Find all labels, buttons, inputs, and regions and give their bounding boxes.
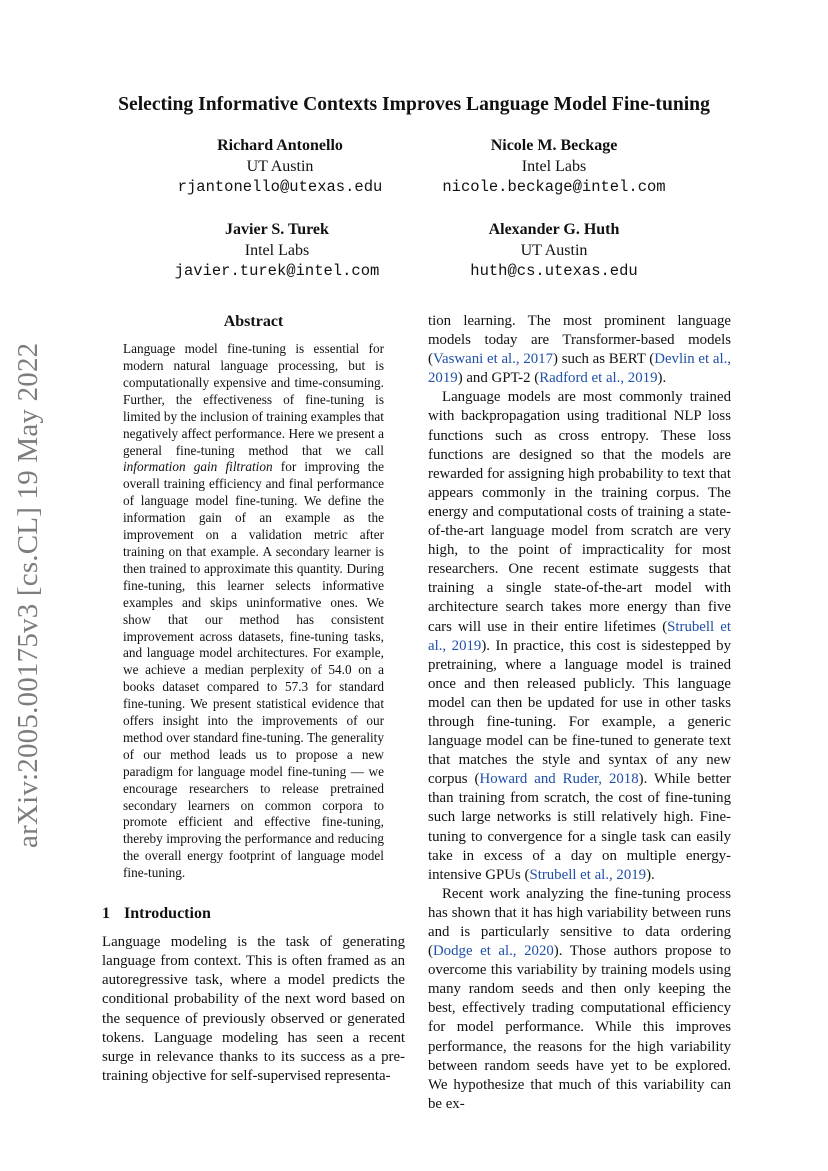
author-email: nicole.beckage@intel.com [442,178,666,196]
body-paragraph: Language models are most commonly trained with backpropagation using traditional NLP loss functions such as cross entropy. These loss functions are designed so that the models are rewarded for assigning high probability to text that appears commonly in the training corpus. The energy and computational costs of training a state-of-the-art language model from scratch are very high, to the point of impracticality for most researchers. One recent estimate suggests that training a single state-of-the-art model with architecture search takes more energy than five cars will use in their entire lifetimes (Strubell et al., 2019). In practice, this cost is sidestepped by pretraining, where a language model is trained once and then released publicly. This language model can then be updated for use in other tasks through fine-tuning. For example, a generic language model can be fine-tuned to generate text that matches the style and syntax of any new corpus (Howard and Ruder, 2018). While better than training from scratch, the cost of fine-tuning such large networks is still relatively high. Fine-tuning to convergence for a single task can easily take in excess of a day on multiple energy-intensive GPUs (Strubell et al., 2019). [428,389,731,883]
author-email: huth@cs.utexas.edu [470,262,638,280]
author-block [130,136,430,198]
citation-link[interactable]: Radford et al., 2019 [539,370,658,387]
author-name: Richard Antonello [217,137,343,154]
abstract-text: Language model fine-tuning is essential for modern natural language processing, but is computationally expensive and time-consuming. Further, the effectiveness of fine-tuning is limited by the inclusion of training examples that negatively affect performance. Here we present a general fine-tuning method that we call information gain filtration for improving the overall training efficiency and final performance of language model fine-tuning. We define the information gain of an example as the improvement on a validation metric after training on that example. A secondary learner is then trained to approximate this quantity. During fine-tuning, this learner selects informative examples and skips uninformative ones. We show that our method has consistent improvement across datasets, fine-tuning tasks, and language model architectures. For example, we achieve a median perplexity of 54.0 on a books dataset compared to 57.3 for standard fine-tuning. We present statistical evidence that offers insight into the improvements of our method over standard fine-tuning. The generality of our method leads us to propose a new paradigm for language model fine-tuning — we encourage researchers to release pretrained secondary learners on common corpora to promote efficient and effective fine-tuning, thereby improving the performance and reducing the overall energy footprint of language model fine-tuning. [123,341,384,881]
intro-paragraph: Language modeling is the task of generating language from context. This is often framed as an autoregressive task, where a model predicts the conditional probability of the next word based on the sequence of previously observed or generated tokens. Language modeling has seen a recent surge in relevance thanks to its success as a pre-training objective for self-supervised representa- [102,934,405,1084]
author-email: javier.turek@intel.com [174,262,380,280]
author-affiliation: UT Austin [520,241,588,259]
section-heading-introduction: 1 Introduction [102,905,211,923]
citation-link[interactable]: Strubell et al., 2019 [529,866,647,883]
body-paragraph: Recent work analyzing the fine-tuning process has shown that it has high variability between runs and is particularly sensitive to data ordering (Dodge et al., 2020). Those authors propose to overcome this variability by training models using many random seeds and then only keeping the best, effectively trading computational efficiency for model performance. While this improves performance, the reasons for the high variability between random seeds have yet to be explored. We hypothesize that much of this variability can be ex- [428,885,731,1112]
left-column [102,312,405,1086]
abstract-heading: Abstract [223,313,284,330]
author-email: rjantonello@utexas.edu [177,178,383,196]
author-affiliation: UT Austin [246,157,314,175]
body-paragraph: tion learning. The most prominent language models today are Transformer-based models (Vaswani et al., 2017) such as BERT (Devlin et al., 2019) and GPT-2 (Radford et al., 2019). [428,313,731,387]
author-affiliation: Intel Labs [521,157,587,175]
author-affiliation: Intel Labs [244,241,310,259]
citation-link[interactable]: Dodge et al., 2020 [432,943,554,960]
citation-link[interactable]: Vaswani et al., 2017 [432,351,554,368]
author-name: Javier S. Turek [225,221,329,238]
citation-link[interactable]: Devlin et al., 2019 [428,351,731,387]
citation-link[interactable]: Strubell et al., 2019 [428,618,731,654]
abstract-emphasis: information gain filtration [123,459,273,475]
author-block [404,136,704,198]
author-name: Nicole M. Beckage [490,137,618,154]
paper-title: Selecting Informative Contexts Improves Language Model Fine-tuning [118,94,710,115]
arxiv-identifier: arXiv:2005.00175v3 [cs.CL] 19 May 2022 [12,342,44,848]
right-column [428,312,731,1114]
citation-link[interactable]: Howard and Ruder, 2018 [479,771,639,788]
author-name: Alexander G. Huth [488,221,620,238]
author-block [127,220,427,282]
author-block [404,220,704,282]
